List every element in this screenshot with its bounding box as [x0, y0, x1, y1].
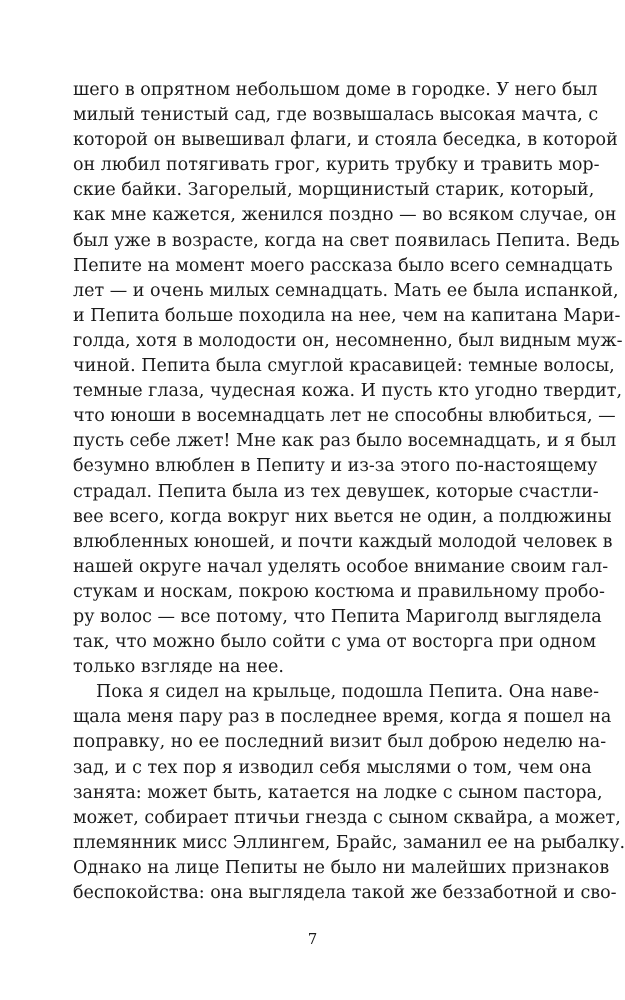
- text-line: нашей округе начал уделять особое внимание своим гал-: [73, 556, 609, 577]
- text-line: безумно влюблен в Пепиту и из-за этого по-настоящему: [73, 456, 598, 477]
- text-line: так, что можно было сойти с ума от восторга при одном: [73, 632, 597, 653]
- text-line: шего в опрятном небольшом доме в городке. У него был: [73, 80, 598, 100]
- text-line: Пепите на момент моего рассказа было всего семнадцать: [73, 255, 613, 276]
- text-line: милый тенистый сад, где возвышалась высокая мачта, с: [73, 105, 599, 126]
- text-line: чиной. Пепита была смуглой красавицей: темные волосы,: [73, 356, 615, 377]
- text-line: которой он вывешивал флаги, и стояла беседка, в которой: [73, 130, 618, 151]
- text-line: голда, хотя в молодости он, несомненно, был видным муж-: [73, 330, 623, 351]
- paragraph: [73, 78, 623, 680]
- page-number: 7: [307, 930, 318, 948]
- paragraph: [73, 680, 625, 906]
- text-line: страдал. Пепита была из тех девушек, которые счастли-: [73, 481, 599, 502]
- text-line: был уже в возрасте, когда на свет появилась Пепита. Ведь: [73, 230, 620, 251]
- text-line: ру волос — все потому, что Пепита Мариголд выглядела: [73, 606, 602, 627]
- text-line: может, собирает птичьи гнезда с сыном сквайра, а может,: [73, 807, 621, 828]
- body-text: [73, 78, 625, 906]
- text-line: темные глаза, чудесная кожа. И пусть кто угодно твердит,: [73, 381, 623, 402]
- text-line: вее всего, когда вокруг них вьется не один, а полдюжины: [73, 506, 612, 527]
- text-line: стукам и носкам, покрою костюма и правильному пробо-: [73, 581, 605, 602]
- text-line: беспокойства: она выглядела такой же беззаботной и сво-: [73, 883, 617, 903]
- text-line: ские байки. Загорелый, морщинистый старик, который,: [73, 180, 595, 201]
- text-line: Пока я сидел на крыльце, подошла Пепита. Она наве-: [96, 682, 600, 703]
- text-line: племянник мисс Эллингем, Брайс, заманил ее на рыбалку.: [73, 832, 625, 853]
- text-line: Однако на лице Пепиты не было ни малейших признаков: [73, 857, 610, 878]
- text-line: только взгляде на нее.: [73, 657, 284, 678]
- text-line: что юноши в восемнадцать лет не способны влюбиться, —: [73, 406, 616, 427]
- text-line: поправку, но ее последний визит был доброю неделю на-: [73, 732, 607, 753]
- text-line: занята: может быть, катается на лодке с сыном пастора,: [73, 782, 603, 803]
- text-line: лет — и очень милых семнадцать. Мать ее была испанкой,: [73, 280, 619, 301]
- text-line: как мне кажется, женился поздно — во всяком случае, он: [73, 205, 617, 226]
- text-line: зад, и с тех пор я изводил себя мыслями о том, чем она: [73, 757, 592, 778]
- text-line: и Пепита больше походила на нее, чем на капитана Мари-: [73, 305, 621, 326]
- text-line: он любил потягивать грог, курить трубку и травить мор-: [73, 155, 600, 176]
- text-line: щала меня пару раз в последнее время, когда я пошел на: [73, 707, 612, 728]
- text-line: пусть себе лжет! Мне как раз было восемнадцать, и я был: [73, 431, 617, 452]
- text-line: влюбленных юношей, и почти каждый молодой человек в: [73, 531, 613, 552]
